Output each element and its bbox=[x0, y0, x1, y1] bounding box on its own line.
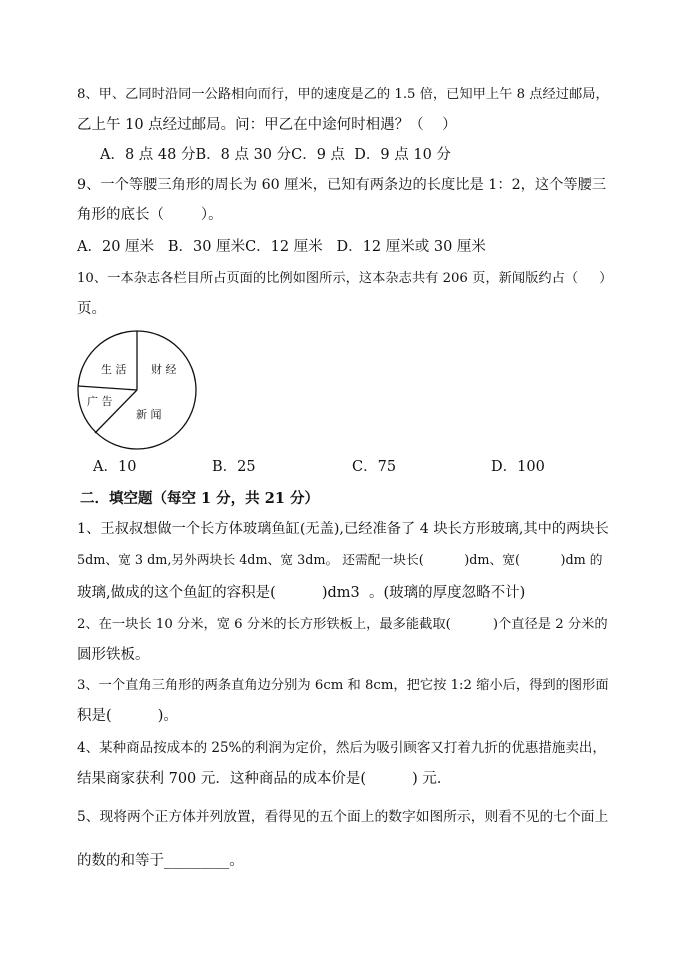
q10-line-2: 页。 bbox=[77, 301, 106, 317]
f5-line-2: 的数的和等于_________。 bbox=[77, 853, 244, 869]
q9-line-1: 9、一个等腰三角形的周长为 60 厘米，已知有两条边的长度比是 1：2，这个等腰三 bbox=[77, 177, 607, 193]
q8-line-2: 乙上午 10 点经过邮局。问：甲乙在中途何时相遇？（ ） bbox=[77, 117, 457, 133]
f3-line-2: 积是( )。 bbox=[77, 708, 178, 724]
pie-label-xinwen: 新 闻 bbox=[136, 408, 162, 421]
pie-label-guanggao: 广 告 bbox=[87, 395, 113, 408]
q9-line-2: 角形的底长（ ）。 bbox=[77, 207, 223, 223]
f1-line-1: 1、王叔叔想做一个长方体玻璃鱼缸(无盖),已经准备了 4 块长方形玻璃,其中的两块长 bbox=[77, 521, 609, 537]
pie-label-shenghuo: 生 活 bbox=[101, 363, 127, 376]
f1-line-3: 玻璃,做成的这个鱼缸的容积是( )dm3 。(玻璃的厚度忽略不计) bbox=[77, 585, 526, 601]
f1-line-2: 5dm、宽 3 dm,另外两块长 4dm、宽 3dm。 还需配一块长( )dm、宽( )dm 的 bbox=[77, 553, 603, 568]
section-title-fill-in: 二．填空题（每空 1 分，共 21 分） bbox=[80, 490, 319, 507]
q8-line-1: 8、甲、乙同时沿同一公路相向而行，甲的速度是乙的 1.5 倍，已知甲上午 8 点经过邮局， bbox=[77, 87, 609, 102]
pie-chart bbox=[77, 330, 201, 454]
f4-line-2: 结果商家获利 700 元．这种商品的成本价是( ) 元． bbox=[77, 771, 452, 787]
f2-line-1: 2、在一块长 10 分米，宽 6 分米的长方形铁板上，最多能截取( )个直径是 2 分米的 bbox=[77, 617, 608, 632]
q10-option-c: C．75 bbox=[352, 459, 397, 475]
q10-option-b: B．25 bbox=[212, 459, 256, 475]
pie-label-caijing: 财 经 bbox=[151, 363, 177, 376]
q10-option-a: A．10 bbox=[93, 459, 137, 475]
pie-divider-left bbox=[78, 386, 137, 390]
f5-line-1: 5、现将两个正方体并列放置，看得见的五个面上的数字如图所示，则看不见的七个面上 bbox=[77, 809, 609, 825]
f4-line-1: 4、某种商品按成本的 25%的利润为定价，然后为吸引顾客又打着九折的优惠措施卖出， bbox=[77, 740, 606, 756]
q8-options: A．8 点 48 分B．8 点 30 分C．9 点 D．9 点 10 分 bbox=[100, 147, 451, 163]
q10-option-d: D．100 bbox=[491, 459, 545, 475]
q9-options: A．20 厘米 B．30 厘米C．12 厘米 D．12 厘米或 30 厘米 bbox=[77, 239, 486, 255]
f3-line-1: 3、一个直角三角形的两条直角边分别为 6cm 和 8cm，把它按 1:2 缩小后，得到的图形面 bbox=[77, 678, 609, 693]
f2-line-2: 圆形铁板。 bbox=[77, 647, 150, 663]
q10-line-1: 10、一本杂志各栏目所占页面的比例如图所示，这本杂志共有 206 页，新闻版约占（ ） bbox=[77, 271, 613, 286]
